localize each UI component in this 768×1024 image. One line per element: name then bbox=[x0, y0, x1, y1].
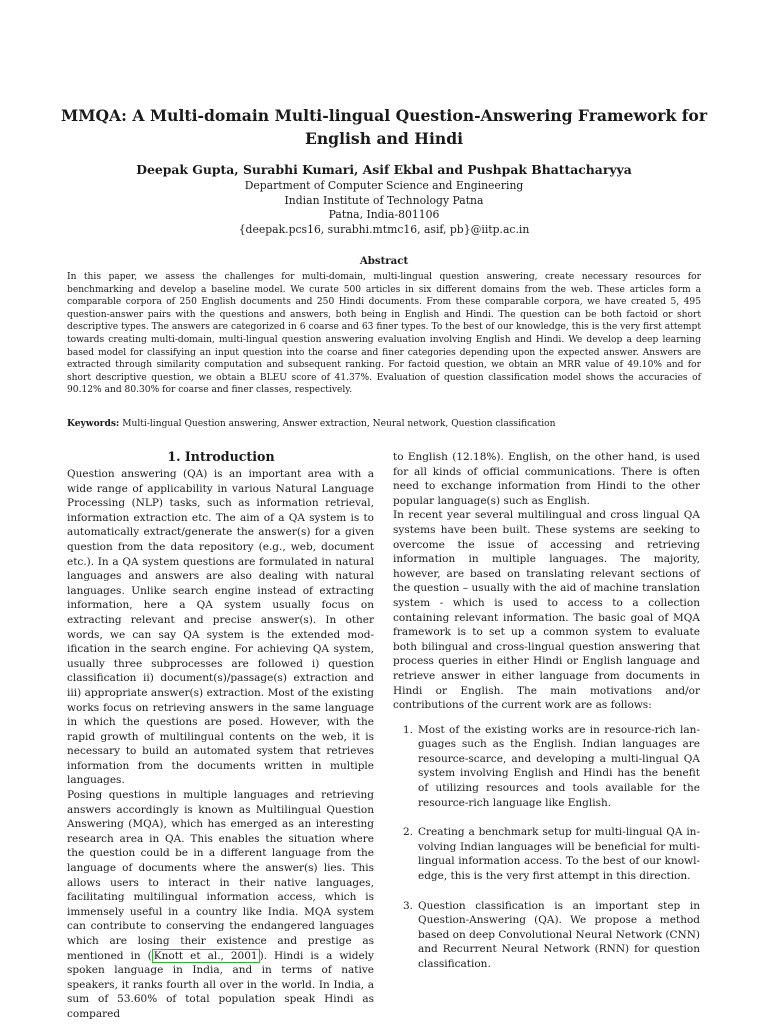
list-number: 3. bbox=[403, 899, 414, 912]
intro-paragraph-4: In recent year several multilingual and cross lingual QA systems have been built. These systems are seeking to overcome the issue of accessing and retrieving information in multiple languages. The majority, however, are based on translating relevant sections of the question – usually with the aid of machine translation system - which is used to access to a collection containing relevant information. The basic goal of MQA framework is to set up a common system to evaluate both bilingual and cross-lingual question answering that process queries in either Hindi or English language and retrieve answer in either language from documents in Hindi or English. The main motivations and/or contributions of the current work are as follows: bbox=[393, 509, 700, 712]
list-item-text: Question classification is an important step in Question-Answering (QA). We propose a method based on deep Convolutional Neural Network (CNN) and Recurrent Neural Network (RNN) for question classification. bbox=[418, 899, 700, 970]
title-line-2: English and Hindi bbox=[304, 129, 464, 148]
intro-paragraph-2 bbox=[67, 788, 374, 1022]
list-item bbox=[393, 825, 700, 883]
abstract-text: In this paper, we assess the challenges for multi-domain, multi-lingual question answering, create necessary resources for benchmarking and develop a baseline model. We curate 500 articles in six different domains from the web. These articles form a comparable corpora of 250 English documents and 250 Hindi documents. From these comparable corpora, we have created 5, 495 question-answer pairs with the questions and answers, both being in English and Hindi. The question can be both factoid or short descriptive types. The answers are categorized in 6 coarse and 63 finer types. To the best of our knowledge, this is the very first attempt towards creating multi-domain, multi-lingual question answering evaluation involving English and Hindi. We develop a deep learning based model for classifying an input question into the coarse and finer categories depending upon the expected answer. Answers are extracted through similarity computation and subsequent ranking. For factoid question, we obtain an MRR value of 49.10% and for short descriptive question, we obtain a BLEU score of 41.37%. Evaluation of question classification model shows the accuracies of 90.12% and 80.30% for coarse and finer classes, respectively. bbox=[67, 272, 701, 396]
title-line-1: MMQA: A Multi-domain Multi-lingual Question-Answering Framework for bbox=[60, 106, 708, 125]
affiliation-address: Patna, India-801106 bbox=[328, 208, 440, 222]
section-heading-introduction: 1. Introduction bbox=[167, 449, 275, 464]
list-item-text: Creating a benchmark setup for multi-lingual QA involving Indian languages will be beneficial for multi-lingual information access. To the best of our knowledge, this is the very first attempt in this direction. bbox=[418, 826, 700, 883]
affiliation-block bbox=[40, 179, 728, 237]
left-column bbox=[67, 467, 374, 1022]
intro-paragraph-2-start: Posing questions in multiple languages and retrieving answers accordingly is known as Multilingual Question Answering (MQA), which has emerged as an interesting research area in QA. This enables the situation where the question could be in a different language from the language of documents where the answer(s) lies. This allows users to interact in their native languages, facilitating multilingual information access, which is immensely useful in a country like India. MQA system can contribute to conserving the endangered languages which are losing their existence and prestige as mentioned in ( bbox=[67, 789, 374, 962]
list-item-text: Most of the existing works are in resource-rich languages such as the English. Indian languages are resource-scarce, and developing a multi-lingual QA system involving English and Hindi has the benefit of utilizing resources and tools available for the resource-rich language like English. bbox=[418, 723, 700, 809]
list-number: 2. bbox=[403, 826, 414, 839]
author-list: Deepak Gupta, Surabhi Kumari, Asif Ekbal and Pushpak Bhattacharyya bbox=[136, 162, 632, 177]
affiliation-department: Department of Computer Science and Engineering bbox=[244, 179, 524, 192]
citation-link[interactable]: Knott et al., 2001 bbox=[153, 949, 258, 962]
keywords-label: Keywords: bbox=[67, 418, 120, 429]
keywords-line bbox=[67, 418, 701, 431]
intro-paragraph-2-end: ). Hindi is a widely spoken language in India, and in terms of native speakers, it ranks fourth all over in the world. In India, a sum of 53.60% of total population speak Hindi as compared bbox=[67, 949, 374, 1020]
abstract-heading: Abstract bbox=[359, 255, 409, 267]
contributions-list bbox=[393, 723, 700, 972]
intro-paragraph-1: Question answering (QA) is an important area with a wide range of applicability in various Natural Language Processing (NLP) tasks, such as information retrieval, information extraction etc. The aim of a QA system is to automatically extract/generate the answer(s) for a given question from the data repository (e.g., web, document etc.). In a QA system questions are formulated in natural languages and answers are also dealing with natural languages. Unlike search engine instead of extracting information, here a QA system usually focus on extracting relevant and precise answer(s). In other words, we can say QA system is the extended modification in the search engine. For achieving QA system, usually three subprocesses are followed i) question classification ii) document(s)/passage(s) extraction and iii) appropriate answer(s) extraction. Most of the existing works focus on retrieving answers in the same language in which the questions are posed. However, with the rapid growth of multilingual contents on the web, it is necessary to build an automated system that retrieves information from the documents written in multiple languages. bbox=[67, 468, 374, 787]
intro-paragraph-3: to English (12.18%). English, on the other hand, is used for all kinds of official communications. There is often need to exchange information from Hindi to the other popular language(s) such as English. bbox=[393, 451, 700, 507]
affiliation-emails: {deepak.pcs16, surabhi.mtmc16, asif, pb}@iitp.ac.in bbox=[238, 222, 530, 236]
keywords-text: Multi-lingual Question answering, Answer extraction, Neural network, Question classification bbox=[119, 419, 556, 429]
paper-title bbox=[60, 104, 708, 150]
affiliation-institute: Indian Institute of Technology Patna bbox=[284, 193, 484, 207]
list-number: 1. bbox=[403, 723, 414, 736]
list-item bbox=[393, 723, 700, 811]
list-item bbox=[393, 899, 700, 972]
right-column bbox=[393, 450, 700, 972]
